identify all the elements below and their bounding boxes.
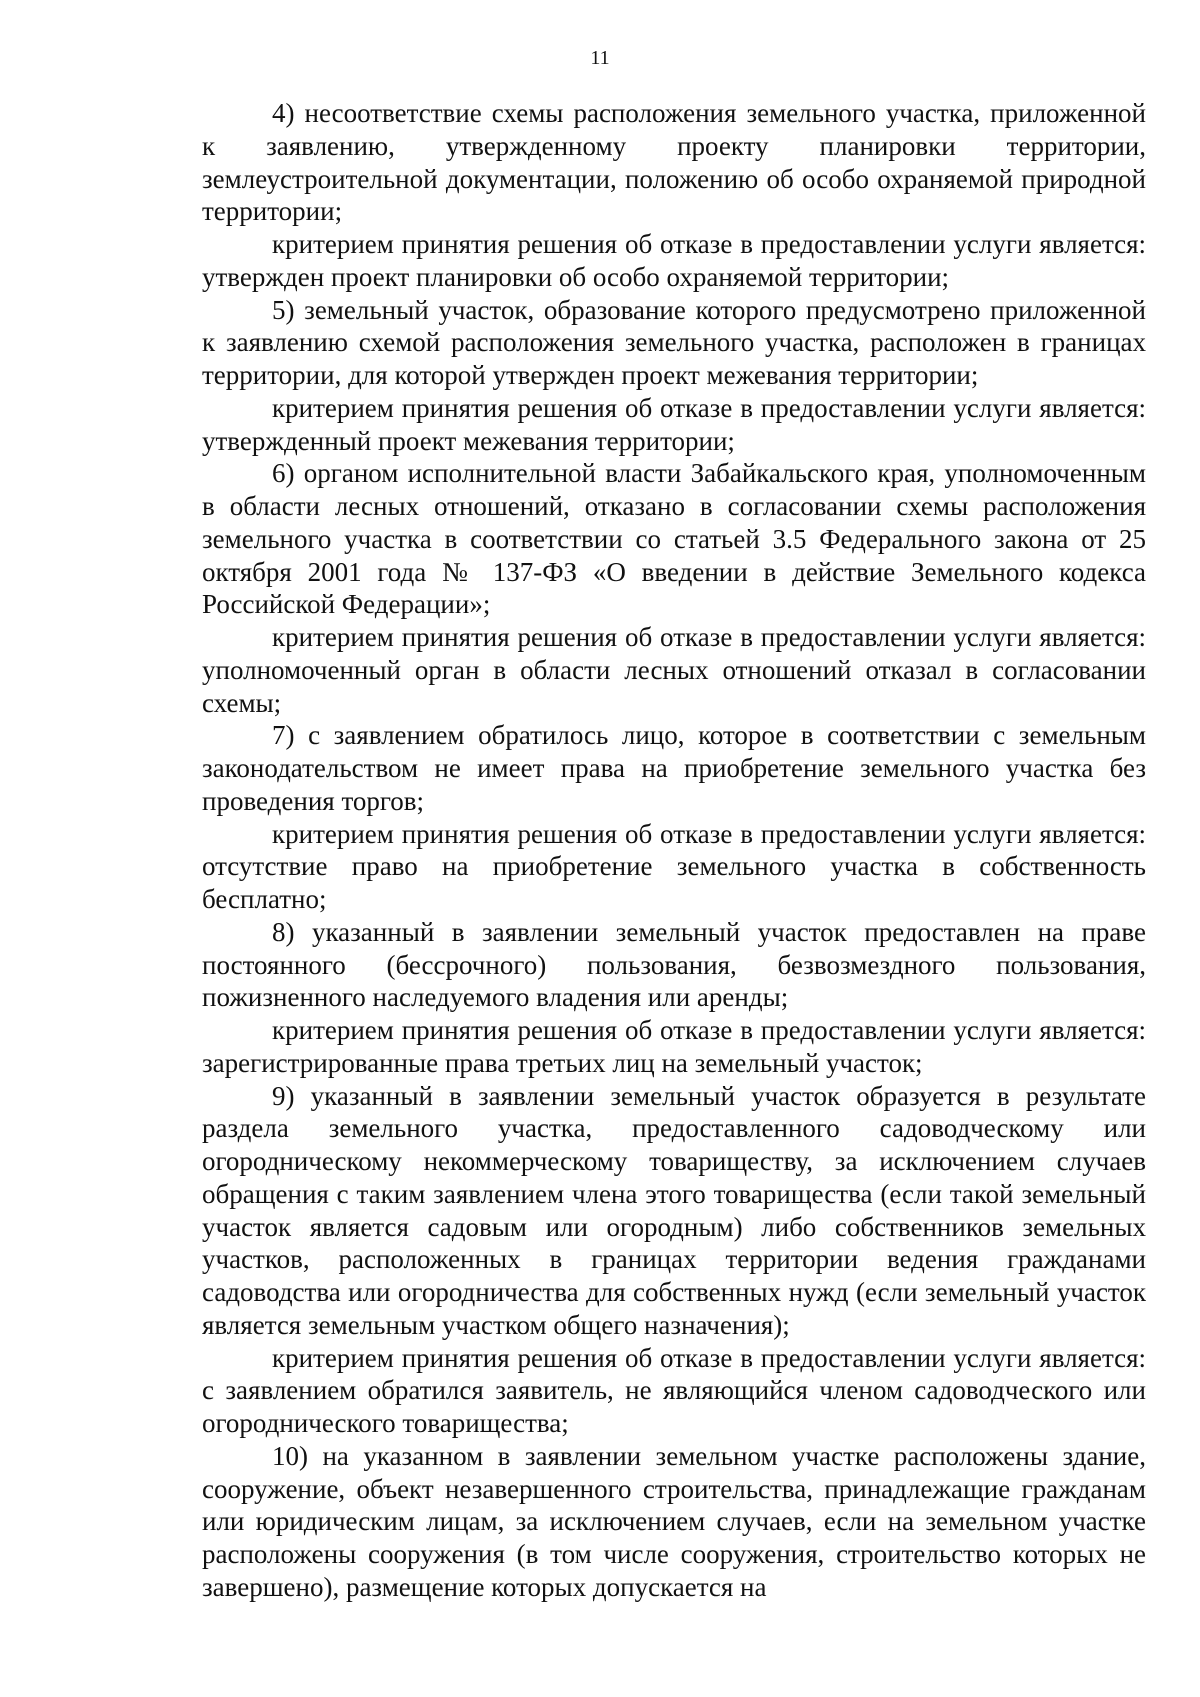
- paragraph-criterion-5: критерием принятия решения об отказе в предоставлении услуги является: утвержденный проект межевания территории;: [202, 392, 1146, 456]
- paragraph-item-7: 7) с заявлением обратилось лицо, которое в соответствии с земельным законодательством не имеет права на приобретение земельного участка без проведения торгов;: [202, 720, 1146, 816]
- paragraph-item-9: 9) указанный в заявлении земельный участок образуется в результате раздела земельного участка, предоставленного садоводческому или огородническому некоммерческому товариществу, за исключением случаев обращения с таким заявлением члена этого товарищества (если такой земельный участок является садовым или огородным) либо собственников земельных участков, расположенных в границах территории ведения гражданами садоводства или огородничества для собственных нужд (если земельный участок является земельным участком общего назначения);: [202, 1080, 1146, 1340]
- paragraph-item-6: 6) органом исполнительной власти Забайкальского края, уполномоченным в области лесных отношений, отказано в согласовании схемы расположения земельного участка в соответствии со статьей 3.5 Федерального закона от 25 октября 2001 года № 137-ФЗ «О введении в действие Земельного кодекса Российской Федерации»;: [202, 458, 1146, 620]
- paragraph-item-4: 4) несоответствие схемы расположения земельного участка, приложенной к заявлению, утвержденному проекту планировки территории, землеустроительной документации, положению об особо охраняемой природной территории;: [202, 98, 1146, 227]
- paragraph-item-5: 5) земельный участок, образование которого предусмотрено приложенной к заявлению схемой расположения земельного участка, расположен в границах территории, для которой утвержден проект межевания территории;: [202, 294, 1146, 390]
- paragraph-criterion-9: критерием принятия решения об отказе в предоставлении услуги является: с заявлением обратился заявитель, не являющийся членом садоводческого или огороднического товарищества;: [202, 1342, 1146, 1438]
- page-number: 11: [590, 47, 610, 69]
- paragraph-criterion-4: критерием принятия решения об отказе в предоставлении услуги является: утвержден проект планировки об особо охраняемой территории;: [202, 229, 1146, 292]
- paragraph-criterion-7: критерием принятия решения об отказе в предоставлении услуги является: отсутствие право на приобретение земельного участка в собственность бесплатно;: [202, 818, 1146, 914]
- paragraph-item-10: 10) на указанном в заявлении земельном участке расположены здание, сооружение, объект незавершенного строительства, принадлежащие гражданам или юридическим лицам, за исключением случаев, если на земельном участке расположены сооружения (в том числе сооружения, строительство которых не завершено), размещение которых допускается на: [202, 1440, 1146, 1602]
- document-body: [202, 97, 1146, 1604]
- paragraph-criterion-6: критерием принятия решения об отказе в предоставлении услуги является: уполномоченный орган в области лесных отношений отказал в согласовании схемы;: [202, 622, 1146, 718]
- paragraph-criterion-8: критерием принятия решения об отказе в предоставлении услуги является: зарегистрированные права третьих лиц на земельный участок;: [202, 1015, 1146, 1078]
- paragraph-item-8: 8) указанный в заявлении земельный участок предоставлен на праве постоянного (бессрочного) пользования, безвозмездного пользования, пожизненного наследуемого владения или аренды;: [202, 916, 1146, 1013]
